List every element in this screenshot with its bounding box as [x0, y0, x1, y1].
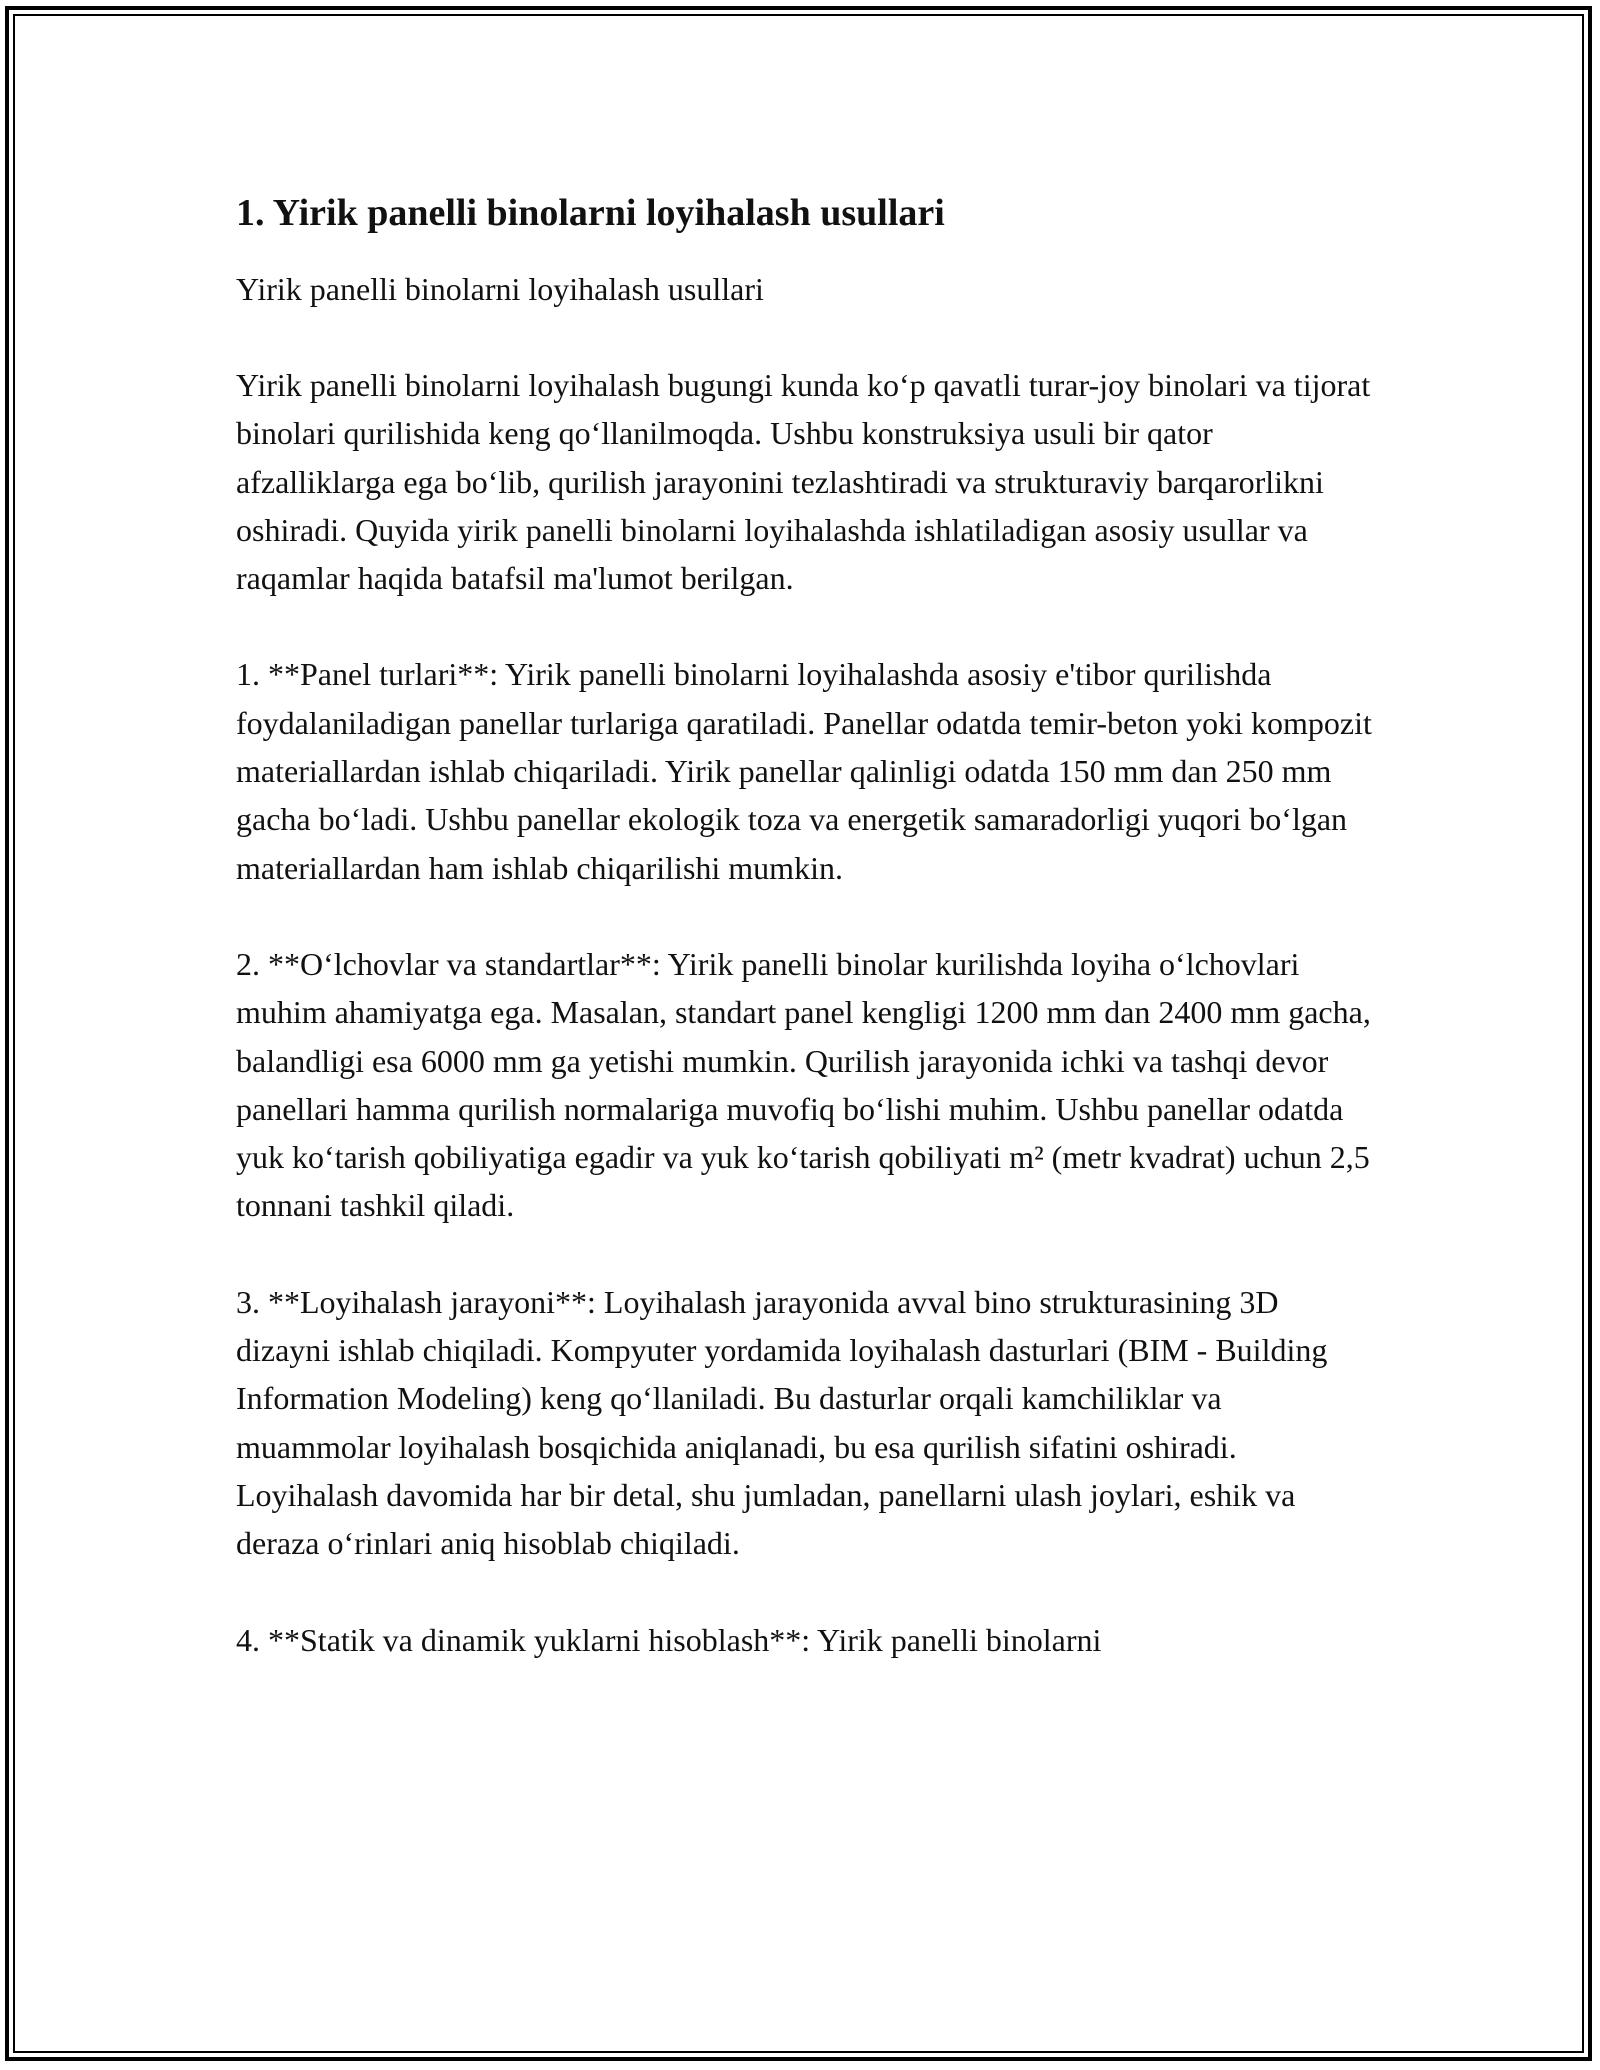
paragraph-panel-types: 1. **Panel turlari**: Yirik panelli binolarni loyihalashda asosiy e'tibor qurilishda foydalaniladigan panellar turlariga qaratiladi. Panellar odatda temir-beton yoki kompozit materiallardan ishlab chiqariladi. Yirik panellar qalinligi odatda 150 mm dan 250 mm gacha bo‘ladi. Ushbu panellar ekologik toza va energetik samaradorligi yuqori bo‘lgan materiallardan ham ishlab chiqarilishi mumkin.	[236, 656, 1372, 886]
document-body	[236, 188, 1376, 1664]
paragraph-load-calculation: 4. **Statik va dinamik yuklarni hisoblash**: Yirik panelli binolarni	[236, 1621, 1102, 1658]
paragraph-intro: Yirik panelli binolarni loyihalash bugungi kunda ko‘p qavatli turar-joy binolari va tijorat binolari qurilishida keng qo‘llanilmoqda. Ushbu konstruksiya usuli bir qator afzalliklarga ega bo‘lib, qurilish jarayonini tezlashtiradi va strukturaviy barqarorlikni oshiradi. Quyida yirik panelli binolarni loyihalashda ishlatiladigan asosiy usullar va raqamlar haqida batafsil ma'lumot berilgan.	[236, 367, 1371, 597]
paragraph-dimensions-standards: 2. **O‘lchovlar va standartlar**: Yirik panelli binolar kurilishda loyiha o‘lchovlari muhim ahamiyatga ega. Masalan, standart panel kengligi 1200 mm dan 2400 mm gacha, balandligi esa 6000 mm ga yetishi mumkin. Qurilish jarayonida ichki va tashqi devor panellari hamma qurilish normalariga muvofiq bo‘lishi muhim. Ushbu panellar odatda yuk ko‘tarish qobiliyatiga egadir va yuk ko‘tarish qobiliyati m² (metr kvadrat) uchun 2,5 tonnani tashkil qiladi.	[236, 945, 1371, 1224]
document-heading: 1. Yirik panelli binolarni loyihalash usullari	[236, 192, 945, 234]
paragraph-design-process: 3. **Loyihalash jarayoni**: Loyihalash jarayonida avval bino strukturasining 3D dizayni ishlab chiqiladi. Kompyuter yordamida loyihalash dasturlari (BIM - Building Information Modeling) keng qo‘llaniladi. Bu dasturlar orqali kamchiliklar va muammolar loyihalash bosqichida aniqlanadi, bu esa qurilish sifatini oshiradi. Loyihalash davomida har bir detal, shu jumladan, panellarni ulash joylari, eshik va deraza o‘rinlari aniq hisoblab chiqiladi.	[236, 1283, 1328, 1562]
document-subtitle: Yirik panelli binolarni loyihalash usullari	[236, 271, 764, 307]
